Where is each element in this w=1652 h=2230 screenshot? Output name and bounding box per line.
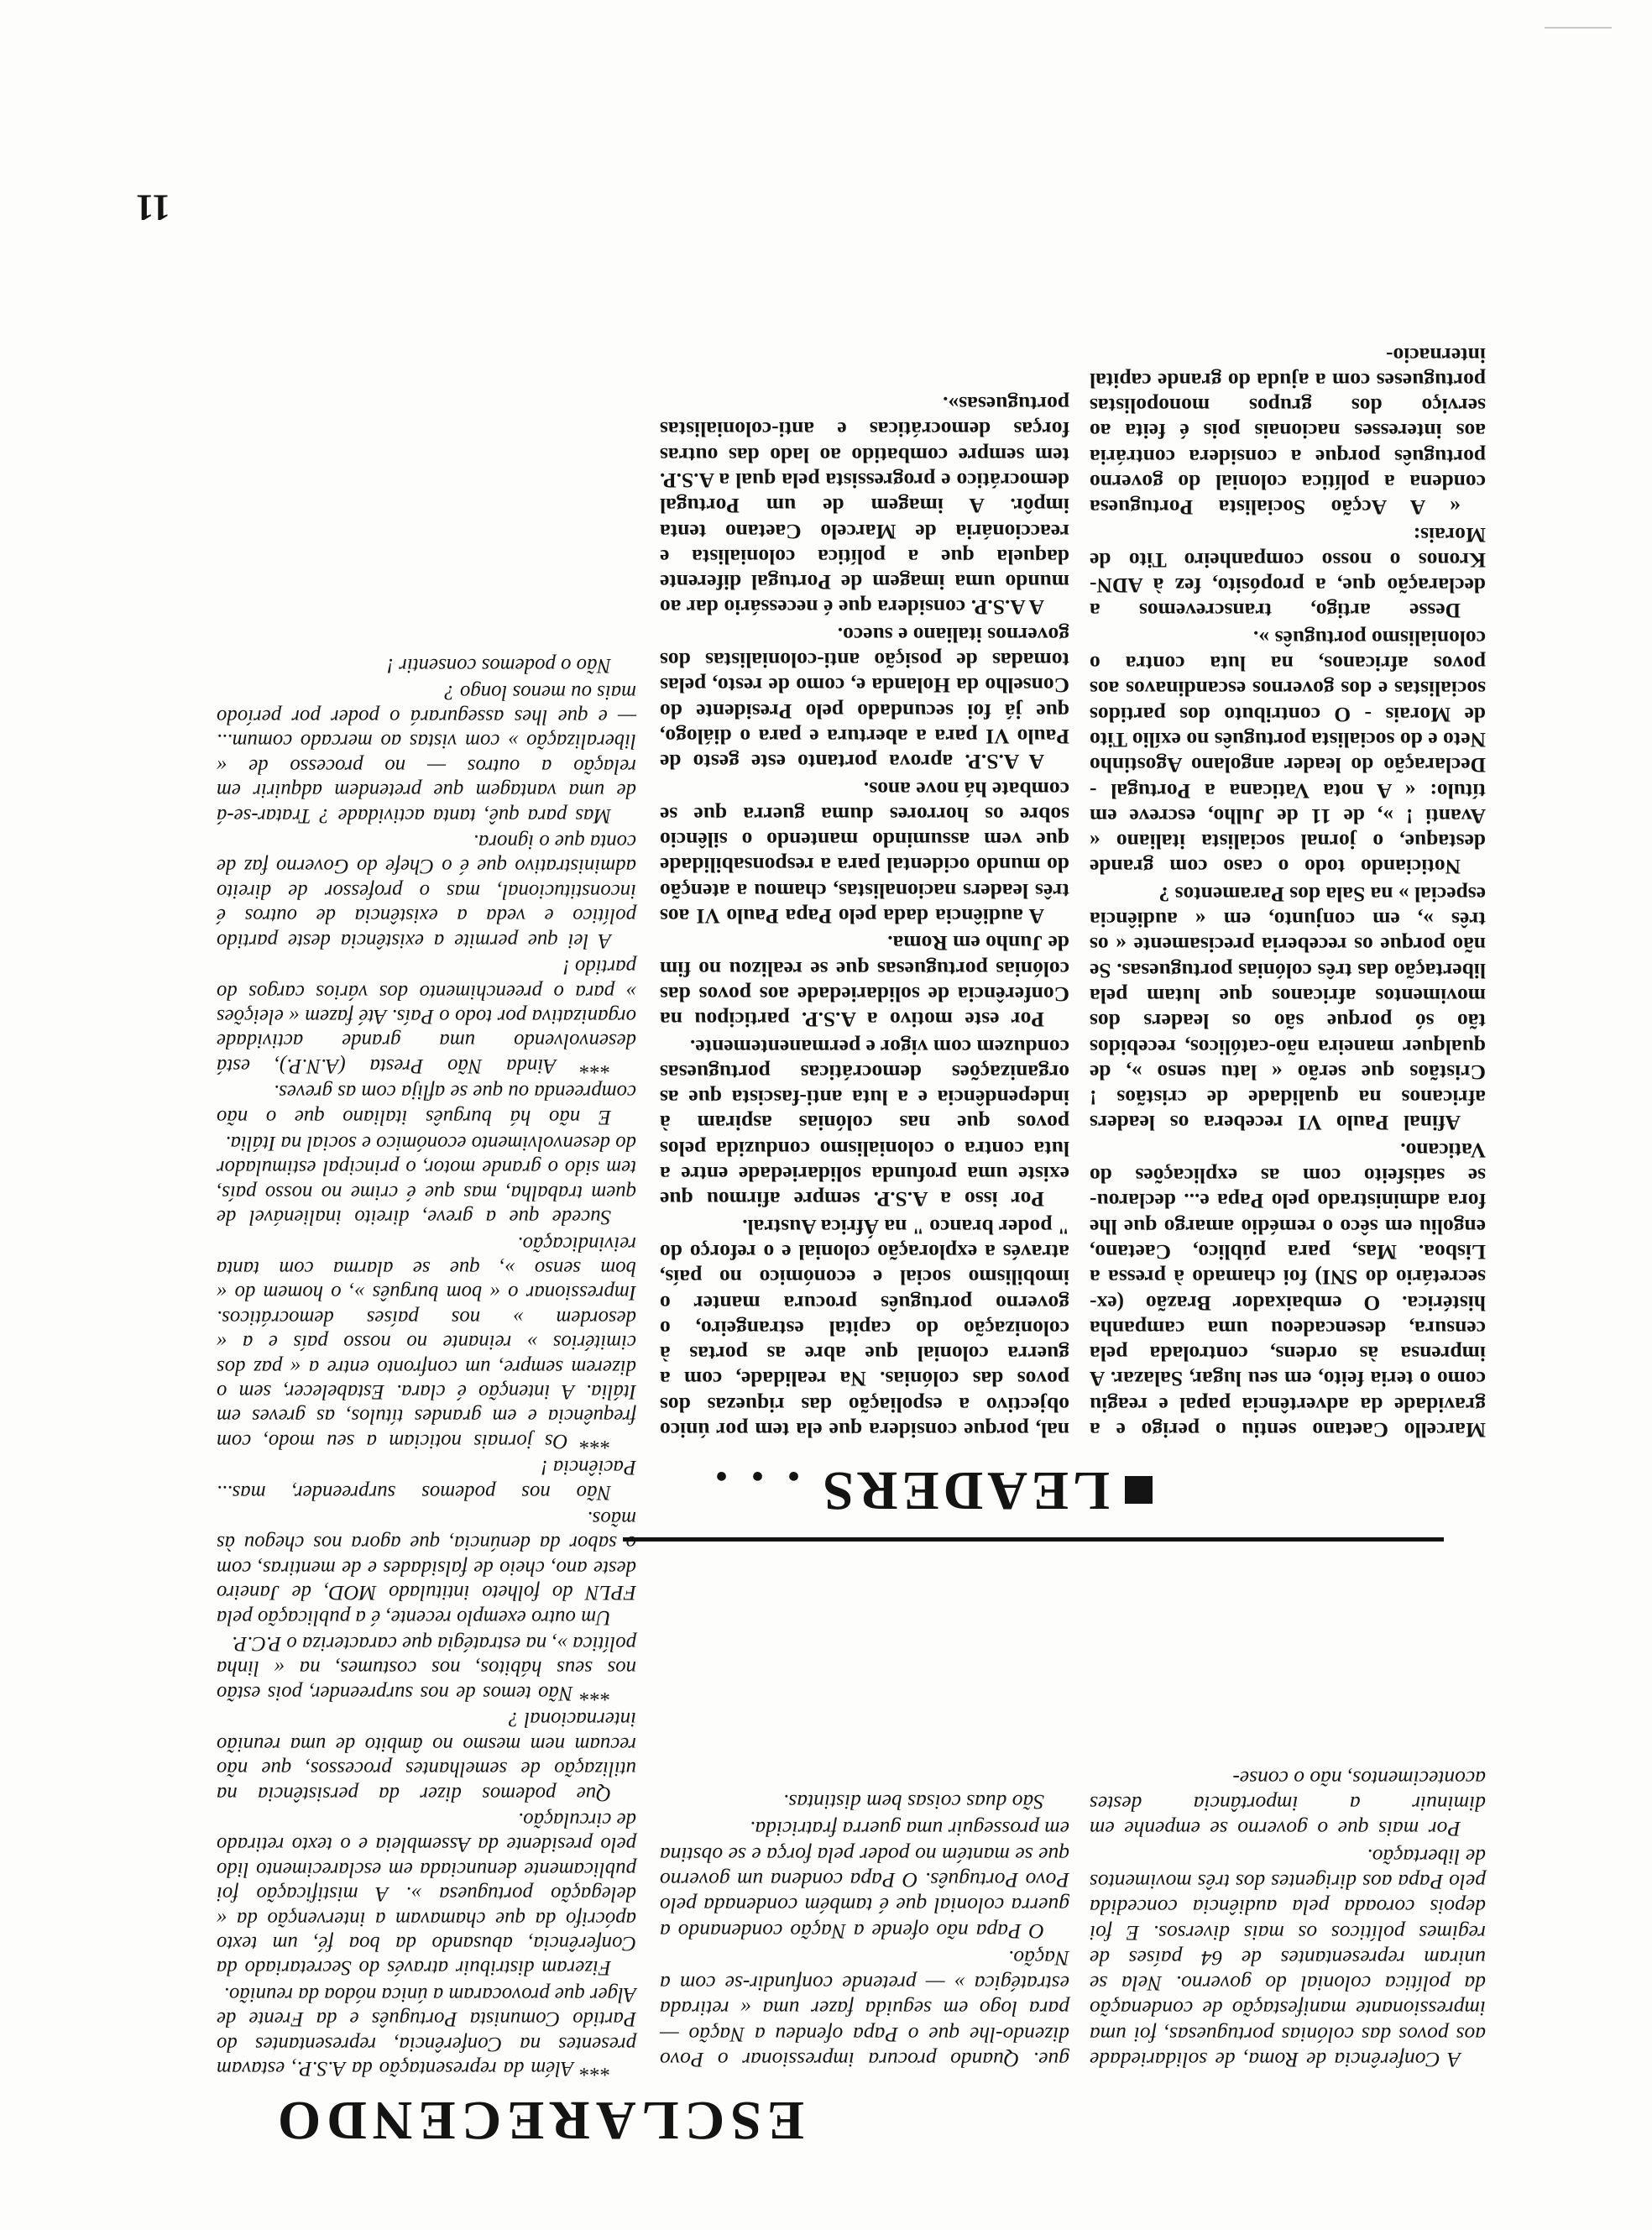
paragraph: A Conferência de Roma, de solidariedade aos povos das colónias portuguesas, foi uma impressionante manifestação de condenação da política colonial do governo. Nela se uniram representantes de 64 países de regimes políticos os mais diversos. E foi depois coroada pela audiência concedida pelo Papa aos dirigentes dos três movimentos de libertação. (1090, 1844, 1486, 2072)
paragraph: São duas coisas bem distintas. (783, 1790, 1044, 1815)
scan-artifact (1545, 27, 1612, 29)
paragraph: O Papa não ofende a Nação condenando a guerra colonial que é também condenada pelo Povo Português. O Papa condena um governo que se mantém no poder pela força e se obstina em prosseguir uma guerra fratricida. (660, 1817, 1069, 1944)
note-paragraph: E não há burguês italiano que o não compreenda ou que se aflija com as greves. (217, 1081, 636, 1128)
notes-column (217, 652, 636, 2081)
note-paragraph: *** Não temos de nos surpreender, pois estão nos seus hábitos, nos costumes, na « linha política », na estratégia que caracteriza o P.C.P. (217, 1632, 636, 1704)
esclarecendo-column-1 (1090, 1763, 1486, 2072)
leaders-title: LEADERS . . . (710, 1460, 1110, 1521)
esclarecendo-heading: ESCLARECENDO (271, 2090, 804, 2151)
note-paragraph: *** Ainda Não Presta (A.N.P.), está desenvolvendo uma grande actividade organizativa por todo o País. Até fazem « eleições » para o preenchimento dos vários cargos do partido ! (217, 955, 636, 1077)
paragraph: Por isso a A.S.P. sempre afirmou que existe uma profunda solidariedade entre a luta contra o colonialismo conduzida pelos povos que nas colónias aspiram à independência e a luta anti-fascista que as organizações democráticas portuguesas conduzem com vigor e permanentemente. (660, 1034, 1069, 1212)
paragraph: « A Acção Socialista Portuguesa condena a política colonial do governo português porque a considera contrária aos interesses nacionais pois é feita ao serviço dos grupos monopolistas portugueses com a ajuda do grande capital internacio- (1090, 343, 1486, 521)
leaders-heading (710, 1458, 1153, 1522)
esclarecendo-column-2 (660, 1788, 1069, 2072)
note-paragraph: *** Os jornais noticiam a seu modo, com frequência e em grandes títulos, as greves em Itália. A intenção é clara. Estabelecer, sem o dizerem sempre, um confronto entre a « paz dos cimitérios » reinante no nosso país e a « desordem » nos países democráticos. Impressionar o « bom burguês », o homem do « bom senso », que se alarma com tanta reivindicação. (217, 1232, 636, 1453)
note-paragraph: Um outro exemplo recente, é a publicação pela FPLN do folheto intitulado MOD, de Janeiro deste ano, cheio de falsidades e de mentiras, com o sabor da denúncia, que agora nos chegou às mãos. (217, 1507, 636, 1629)
paragraph: Marcello Caetano sentiu o perigo e a gravidade da advertência papal e reagiu como o teria feito, em seu lugar, Salazar. A imprensa às ordens, controlada pela censura, desencadeou uma campanha histérica. O embaixador Brazão (ex-secretário do SNI) foi chamado à pressa a Lisboa. Mas, para público, Caetano, engoliu em sêco o remédio amargo que lhe fora administrado pelo Papa e... declarou-se satisfeito com as explicações do Vaticano. (1090, 1138, 1486, 1442)
page-number: 11 (135, 187, 170, 228)
paragraph: Noticiando todo o caso com grande destaque, o jornal socialista italiano « Avanti ! », de 11 de Julho, escreve em título: « A nota Vaticana a Portugal - Declaração do leader angolano Agostinho Neto e do socialista português no exílio Tito de Morais - O contributo dos partidos socialistas e dos governos escandinavos aos povos africanos, na luta contra o colonialismo português ». (1090, 626, 1486, 880)
note-paragraph: Fizeram distribuir através do Secretariado da Conferência, abusando da boa fé, um texto apócrifo da que chamavam a intervenção da « delegação portuguesa ». A mistificação foi publicamente denunciada em esclarecimento lido pelo presidente da Assembleia e o texto retirado de circulação. (217, 1808, 636, 1980)
note-paragraph: *** Além da representação da A.S.P., estavam presentes na Conferência, representantes do Partido Comunista Português e da Frente de Alger que provocaram a única nódoa da reunião. (217, 1982, 636, 2080)
paragraph: Afinal Paulo VI recebera os leaders africanos na qualidade de cristãos ! Cristãos que serão « latu senso », de qualquer maneira não-católicos, recebidos tão só porque são os leaders dos movimentos africanos que lutam pela libertação das três colónias portuguesas. Se não porque os receberia precisamente « os três », em conjunto, em « audiência especial » na Sala dos Paramentos ? (1090, 882, 1486, 1136)
note-paragraph: Não nos podemos surpreender, mas... Paciência ! (217, 1456, 636, 1504)
paragraph: Por mais que o governo se empenhe em diminuir a importância destes acontecimentos, não o conse- (1090, 1766, 1486, 1842)
leaders-column-1 (1090, 340, 1486, 1442)
paragraph: nal, porque considera que ela tem por único objectivo a espoliação das riquezas dos povos das colónias. Na realidade, com a guerra colonial que abre as portas à colonização do capital estrangeiro, o governo português procura manter o imobilismo social e económico no país, através a exploração colonial e o reforço do " poder branco " na África Austral. (660, 1214, 1069, 1442)
note-paragraph: A lei que permite a existência deste partido político e veda a existência de outros é inconstitucional, mas o professor de direito administrativo que é o Chefe do Governo faz de conta que o ignora. (217, 830, 636, 952)
paragraph: Por este motivo a A.S.P. participou na Conferência de solidariedade aos povos das colónias portuguesas que se realizou no fim de Junho em Roma. (660, 931, 1069, 1033)
paragraph: A A.S.P. considera que é necessário dar ao mundo uma imagem de Portugal diferente daquela que a política colonialista e reaccionária de Marcelo Caetano tenta impôr. A imagem de um Portugal democrático e progressista pela qual a A.S.P. tem sempre combatido ao lado das outras forças democráticas e anti-colonialistas portuguesas». (660, 392, 1069, 620)
square-bullet-icon (1125, 1476, 1153, 1504)
note-paragraph: Não o podemos consentir ! (386, 654, 611, 678)
section-divider (623, 1537, 1444, 1542)
note-paragraph: Sucede que a greve, direito inalienável de quem trabalha, mas que é crime no nosso país, tem sido o grande motor, o principal estimulador do desenvolvimento económico e social na Itália. (217, 1131, 636, 1229)
note-paragraph: Mas para quê, tanta actividade ? Tratar-se-á de uma vantagem que pretendem adquirir em relação a outros — no processo de « liberalização » com vistas ao mercado comum... — e que lhes assegurará o poder por período mais ou menos longo ? (217, 680, 636, 827)
note-paragraph: Que podemos dizer da persistência na utilização de semelhantes processos, que não recuam nem mesmo no âmbito de uma reunião internacional ? (217, 1708, 636, 1805)
paragraph: gue. Quando procura impressionar o Povo dizendo-lhe que o Papa ofendeu a Nação — para logo em seguida fazer uma « retirada estratégica » — pretende confundir-se com a Nação. (660, 1945, 1069, 2072)
paragraph: A A.S.P. aprova portanto este gesto de Paulo VI para a abertura e para o diálogo, que já foi secundado pelo Presidente do Conselho da Holanda e, como de resto, pelas tomadas de posição anti-colonialistas dos governos italiano e sueco. (660, 622, 1069, 775)
leaders-column-2 (660, 390, 1069, 1442)
paragraph: A audiência dada pelo Papa Paulo VI aos três leaders nacionalistas, chamou a atenção do mundo ocidental para a responsabilidade que vem assumindo mantendo o silêncio sobre os horrores duma guerra que se combate há nove anos. (660, 777, 1069, 929)
paragraph: Desse artigo, transcrevemos a declaração que, a propósito, fez à ADN-Kronos o nosso companheiro Tito de Morais: (1090, 522, 1486, 624)
